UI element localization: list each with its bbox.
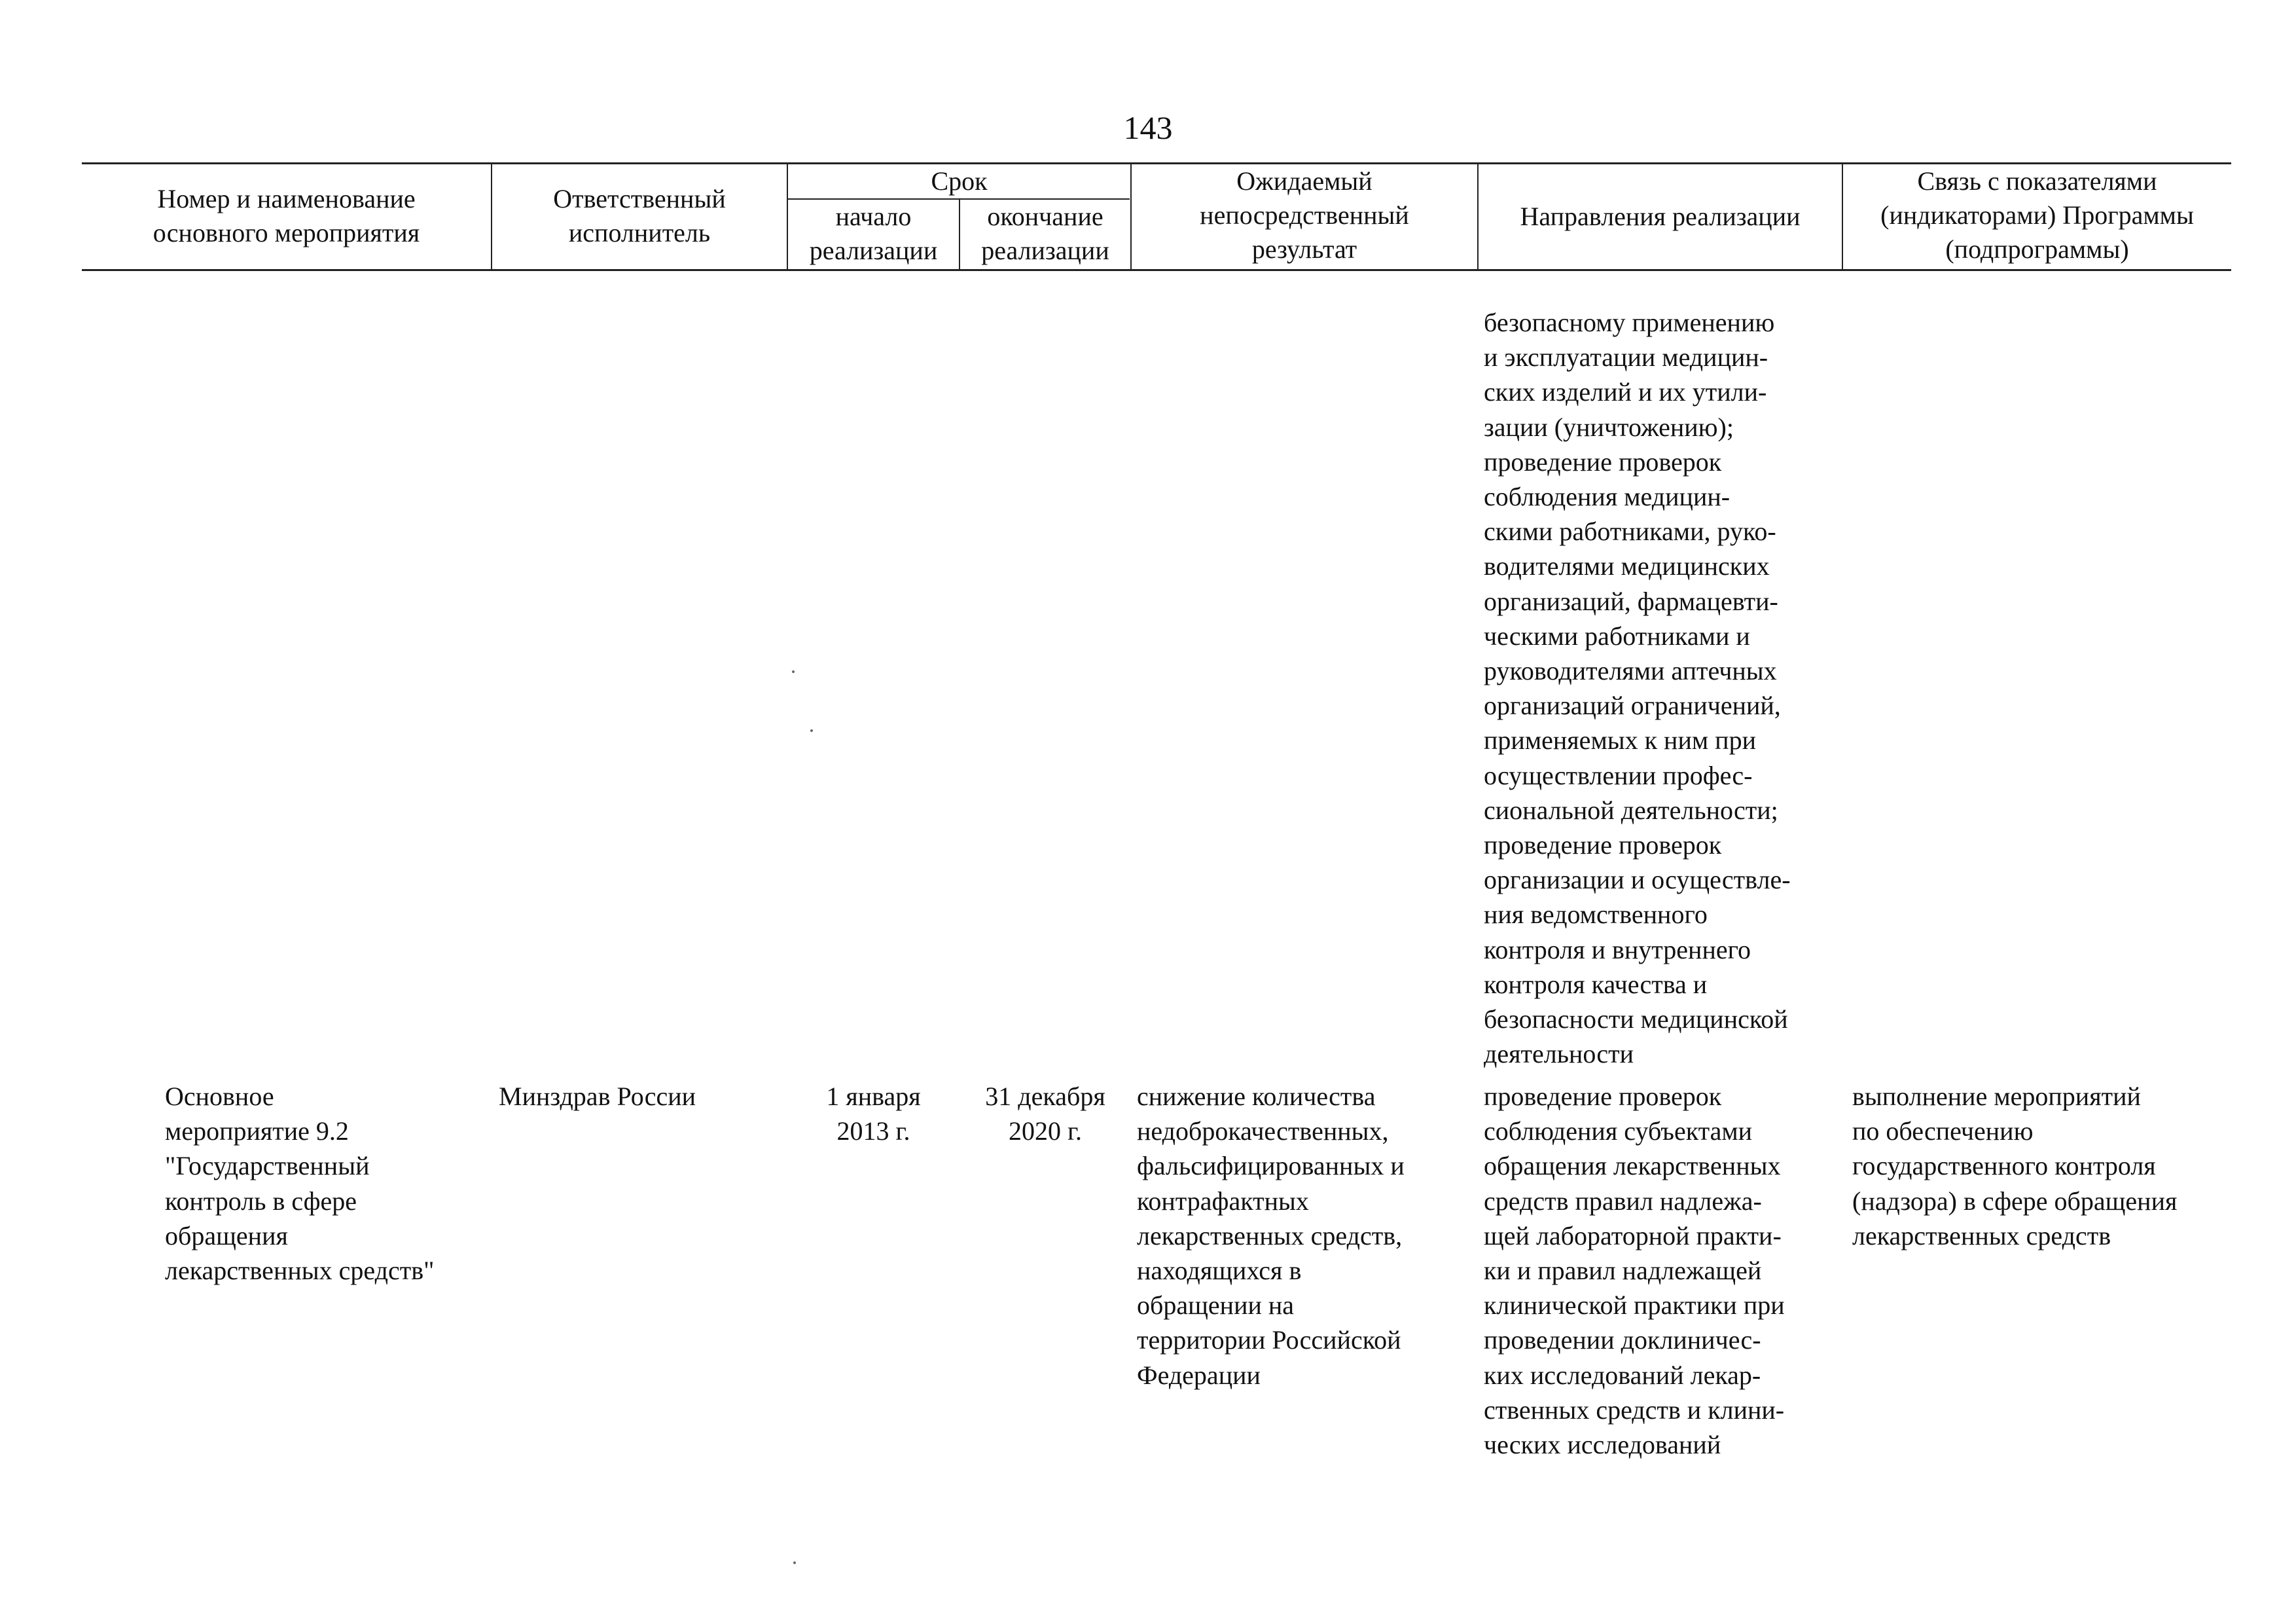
row-directions: проведение проверок соблюдения субъектами обращения лекарственных средств правил надлежа- щей лабораторной практи- ки и правил надлежащей клинической практики при проведении доклиничес- ких исследований лекар- ственных средств и клини- ческих исследований: [1484, 1082, 1785, 1460]
header-executor-column: Ответственный исполнитель: [553, 184, 726, 247]
scan-speck: [792, 670, 795, 673]
row-start-date: 1 января 2013 г.: [826, 1082, 921, 1146]
header-bottom-rule: [82, 269, 2231, 271]
header-srok: Срок: [931, 166, 988, 196]
header-end-column: окончание реализации: [981, 202, 1109, 265]
row-name: Основное мероприятие 9.2 "Государственный контроль в сфере обращения лекарственных средств": [165, 1082, 435, 1286]
row-result: снижение количества недоброкачественных, фальсифицированных и контрафактных лекарственных средств, находящихся в обращении на территории Российской Федерации: [1137, 1082, 1405, 1390]
header-directions-column: Направления реализации: [1520, 202, 1801, 231]
row-indicators: выполнение мероприятий по обеспечению государственного контроля (надзора) в сфере обращения лекарственных средств: [1852, 1082, 2178, 1250]
header-indicators-column: Связь с показателями (индикаторами) Программы (подпрограммы): [1880, 166, 2194, 264]
scan-speck: [810, 729, 813, 732]
continuation-directions: безопасному применению и эксплуатации медицин- ских изделий и их утили- зации (уничтожению); проведение проверок соблюдения медицин- скими работниками, руко- водителями медицинских организаций, фармацевти- ческими работниками и руководителями аптечных организаций ограничений, применяемых к ним при осуществлении профес- сиональной деятельности; проведение проверок организации и осуществле- ния ведомственного контроля и внутреннего контроля качества и безопасности медицинской деятельности: [1484, 308, 1791, 1069]
header-result-column: Ожидаемый непосредственный результат: [1200, 166, 1409, 264]
row-executor: Минздрав России: [499, 1082, 696, 1111]
scan-speck: [793, 1561, 796, 1564]
header-start-column: начало реализации: [809, 202, 938, 265]
page-number: 143: [1123, 109, 1173, 146]
row-end-date: 31 декабря 2020 г.: [985, 1082, 1105, 1146]
header-name-column: Номер и наименование основного мероприятия: [152, 184, 420, 247]
